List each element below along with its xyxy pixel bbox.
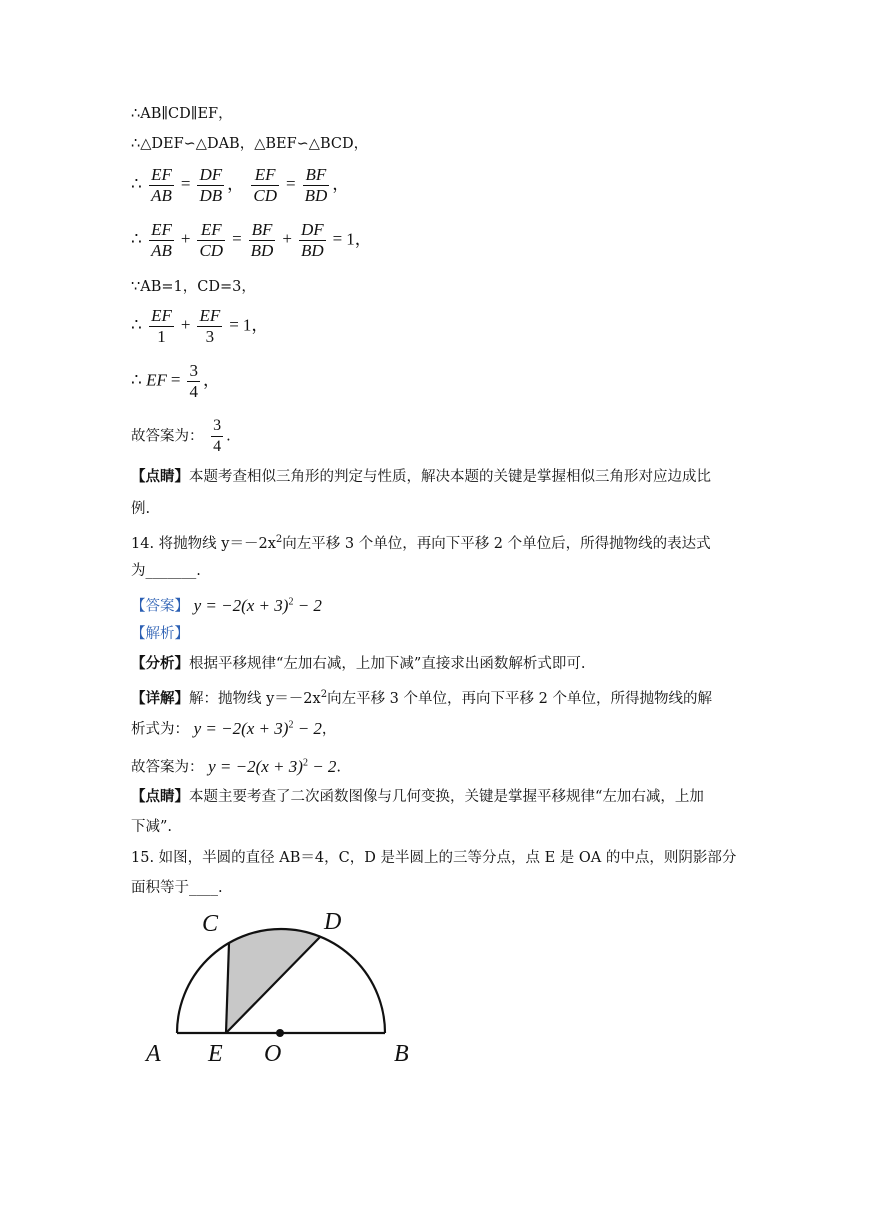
comment-14-line2: 下减”. — [131, 819, 173, 835]
label-o: O — [264, 1041, 282, 1067]
analysis-tag: 【解析】 — [131, 626, 189, 642]
comment-13-line2: 例. — [131, 501, 151, 517]
label-c: C — [202, 911, 219, 937]
fraction: $\frac{EF}{CD}$ — [253, 165, 277, 205]
fraction: $\frac{EF}{AB}$ — [151, 165, 172, 205]
proof-line-given: ∵AB=1，CD=3， — [131, 279, 256, 295]
question-15-line1: 15. 如图，半圆的直径 AB＝4，C，D 是半圆上的三等分点，点 E 是 OA 的中点，则阴影部分 — [131, 850, 737, 866]
therefore-symbol: ∴ — [131, 174, 142, 194]
label-e: E — [208, 1041, 223, 1067]
comment-13-line1: 【点睛】本题考查相似三角形的判定与性质，解决本题的关键是掌握相似三角形对应边成比 — [131, 468, 711, 485]
proof-equation-ratios: ∴ $\frac{EF}{AB}$ = $\frac{DF}{DB}$ ， $\frac{EF}{CD}$ = $\frac{BF}{BD}$ ， — [131, 165, 350, 205]
center-point-o — [276, 1029, 284, 1037]
question-14-line1: 14. 将抛物线 $y=-2x^2$向左平移 3 个单位，再向下平移 2 个单位后，所得抛物线的表达式 — [131, 534, 711, 552]
proof-line-parallel: ∴AB∥CD∥EF， — [131, 106, 233, 122]
label-d: D — [324, 909, 342, 935]
answer-14-final: 故答案为： $y = -2(x + 3)^2 - 2$. — [131, 756, 342, 776]
proof-line-similar: ∴△DEF∽△DAB，△BEF∽△BCD， — [131, 136, 369, 152]
xiangjie-line1: 【详解】解：抛物线 $y=-2x^2$向左平移 3 个单位，再向下平移 2 个单位，所得抛物线的解 — [131, 689, 712, 707]
fraction: $\frac{BF}{BD}$ — [304, 165, 328, 205]
answer-14: 【答案】 $y = -2(x + 3)^2 - 2$ — [131, 595, 322, 615]
proof-equation-substituted: ∴ $\frac{EF}{1}$ + $\frac{EF}{3}$ = 1， — [131, 306, 269, 346]
proof-equation-sum: ∴ $\frac{EF}{AB}$ + $\frac{EF}{CD}$ = $\frac{BF}{BD}$ + $\frac{DF}{BD}$ = 1， — [131, 220, 372, 260]
label-a: A — [146, 1041, 161, 1067]
xiangjie-line2: 析式为： $y = -2(x + 3)^2 - 2$， — [131, 718, 337, 738]
answer-13: 故答案为： $\frac{3}{4}$ . — [131, 417, 231, 455]
question-15-line2: 面积等于____. — [131, 880, 223, 896]
fenxi-line: 【分析】根据平移规律“左加右减，上加下减”直接求出函数解析式即可. — [131, 655, 586, 672]
question-14-line2: 为_______. — [131, 563, 201, 579]
proof-equation-result: ∴ EF = $\frac{3}{4}$ ， — [131, 361, 220, 401]
label-b: B — [394, 1041, 409, 1067]
fraction: $\frac{DF}{DB}$ — [199, 165, 223, 205]
semicircle-figure — [140, 905, 430, 1075]
comment-14-line1: 【点睛】本题主要考查了二次函数图像与几何变换，关键是掌握平移规律“左加右减，上加 — [131, 788, 704, 805]
